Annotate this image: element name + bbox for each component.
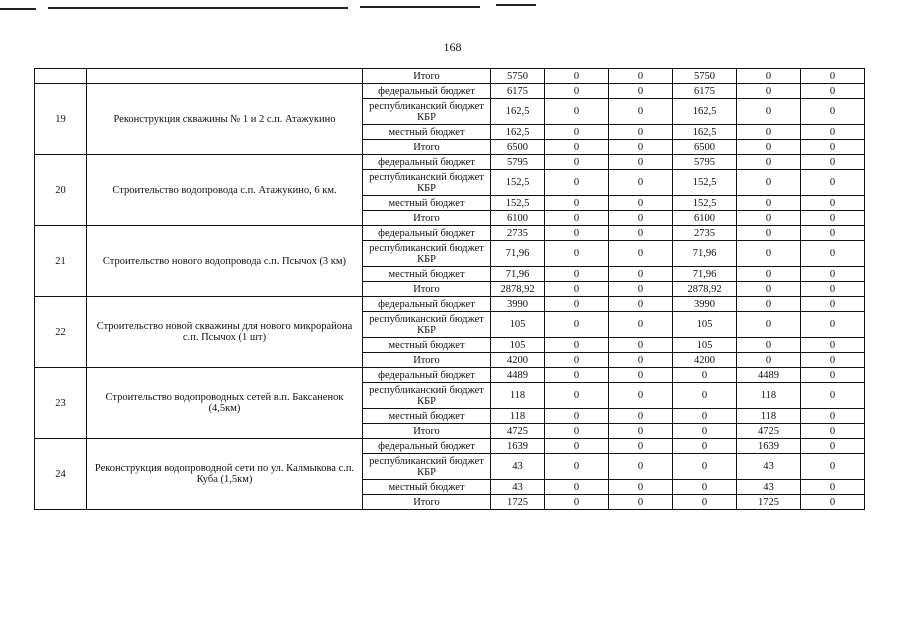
funding-source-cell: республиканский бюджет КБР xyxy=(363,454,491,480)
amount-cell: 0 xyxy=(609,125,673,140)
amount-cell: 0 xyxy=(801,140,865,155)
amount-cell: 0 xyxy=(609,353,673,368)
amount-cell: 0 xyxy=(801,170,865,196)
amount-cell: 0 xyxy=(609,454,673,480)
project-name-cell: Строительство нового водопровода с.п. Псычох (3 км) xyxy=(87,226,363,297)
amount-cell: 0 xyxy=(737,211,801,226)
funding-source-cell: федеральный бюджет xyxy=(363,155,491,170)
amount-cell: 71,96 xyxy=(673,241,737,267)
amount-cell: 0 xyxy=(609,480,673,495)
amount-cell: 0 xyxy=(545,353,609,368)
amount-cell: 0 xyxy=(545,125,609,140)
amount-cell: 71,96 xyxy=(491,267,545,282)
funding-source-cell: Итого xyxy=(363,282,491,297)
amount-cell: 0 xyxy=(801,125,865,140)
funding-source-cell: местный бюджет xyxy=(363,480,491,495)
amount-cell: 118 xyxy=(737,383,801,409)
row-number-cell: 21 xyxy=(35,226,87,297)
amount-cell: 0 xyxy=(801,439,865,454)
amount-cell: 6100 xyxy=(673,211,737,226)
funding-source-cell: местный бюджет xyxy=(363,338,491,353)
amount-cell: 0 xyxy=(545,454,609,480)
amount-cell: 3990 xyxy=(491,297,545,312)
amount-cell: 0 xyxy=(737,170,801,196)
amount-cell: 0 xyxy=(609,368,673,383)
row-number-cell: 23 xyxy=(35,368,87,439)
amount-cell: 0 xyxy=(545,241,609,267)
amount-cell: 5750 xyxy=(491,69,545,84)
amount-cell: 0 xyxy=(801,84,865,99)
amount-cell: 0 xyxy=(737,196,801,211)
funding-source-cell: местный бюджет xyxy=(363,196,491,211)
project-name-cell: Реконструкция водопроводной сети по ул. Калмыкова с.п. Куба (1,5км) xyxy=(87,439,363,510)
amount-cell: 0 xyxy=(801,196,865,211)
amount-cell: 0 xyxy=(801,69,865,84)
amount-cell: 0 xyxy=(609,140,673,155)
amount-cell: 0 xyxy=(545,409,609,424)
scan-artifact-line xyxy=(360,6,480,8)
amount-cell: 118 xyxy=(491,383,545,409)
amount-cell: 0 xyxy=(673,480,737,495)
amount-cell: 0 xyxy=(673,409,737,424)
amount-cell: 4725 xyxy=(491,424,545,439)
project-name-cell: Строительство новой скважины для нового микрорайона с.п. Псычох (1 шт) xyxy=(87,297,363,368)
amount-cell: 0 xyxy=(609,297,673,312)
amount-cell: 0 xyxy=(545,368,609,383)
amount-cell: 162,5 xyxy=(673,99,737,125)
amount-cell: 0 xyxy=(801,99,865,125)
amount-cell: 162,5 xyxy=(673,125,737,140)
amount-cell: 4200 xyxy=(491,353,545,368)
amount-cell: 2878,92 xyxy=(673,282,737,297)
funding-source-cell: Итого xyxy=(363,495,491,510)
amount-cell: 4489 xyxy=(491,368,545,383)
amount-cell: 0 xyxy=(609,383,673,409)
amount-cell: 6500 xyxy=(673,140,737,155)
amount-cell: 162,5 xyxy=(491,99,545,125)
amount-cell: 3990 xyxy=(673,297,737,312)
amount-cell: 0 xyxy=(801,155,865,170)
amount-cell: 0 xyxy=(673,424,737,439)
amount-cell: 4200 xyxy=(673,353,737,368)
scan-artifact-line xyxy=(48,7,348,9)
amount-cell: 4489 xyxy=(737,368,801,383)
funding-source-cell: федеральный бюджет xyxy=(363,84,491,99)
amount-cell: 0 xyxy=(609,439,673,454)
amount-cell: 0 xyxy=(609,424,673,439)
funding-source-cell: Итого xyxy=(363,211,491,226)
amount-cell: 152,5 xyxy=(673,170,737,196)
amount-cell: 0 xyxy=(545,480,609,495)
amount-cell: 0 xyxy=(545,383,609,409)
amount-cell: 0 xyxy=(673,495,737,510)
row-number-cell: 19 xyxy=(35,84,87,155)
amount-cell: 0 xyxy=(801,226,865,241)
project-name-cell: Реконструкция скважины № 1 и 2 с.п. Атажукино xyxy=(87,84,363,155)
amount-cell: 0 xyxy=(609,267,673,282)
funding-source-cell: Итого xyxy=(363,69,491,84)
amount-cell: 43 xyxy=(737,480,801,495)
amount-cell: 0 xyxy=(801,282,865,297)
amount-cell: 0 xyxy=(801,409,865,424)
amount-cell: 0 xyxy=(801,297,865,312)
amount-cell: 0 xyxy=(545,140,609,155)
table-row xyxy=(35,155,865,170)
amount-cell: 0 xyxy=(737,125,801,140)
amount-cell: 0 xyxy=(801,211,865,226)
amount-cell: 0 xyxy=(737,282,801,297)
amount-cell: 0 xyxy=(801,368,865,383)
funding-source-cell: Итого xyxy=(363,424,491,439)
table-row xyxy=(35,297,865,312)
project-name-cell: Строительство водопроводных сетей в.п. Баксаненок (4,5км) xyxy=(87,368,363,439)
amount-cell: 0 xyxy=(545,196,609,211)
amount-cell: 0 xyxy=(545,211,609,226)
amount-cell: 0 xyxy=(545,338,609,353)
amount-cell: 0 xyxy=(801,424,865,439)
funding-source-cell: Итого xyxy=(363,353,491,368)
funding-source-cell: федеральный бюджет xyxy=(363,297,491,312)
amount-cell: 0 xyxy=(545,267,609,282)
funding-source-cell: федеральный бюджет xyxy=(363,439,491,454)
amount-cell: 6175 xyxy=(491,84,545,99)
amount-cell: 0 xyxy=(801,480,865,495)
amount-cell: 2735 xyxy=(491,226,545,241)
table-row xyxy=(35,84,865,99)
amount-cell: 152,5 xyxy=(673,196,737,211)
funding-source-cell: местный бюджет xyxy=(363,267,491,282)
table-body xyxy=(35,69,865,510)
amount-cell: 0 xyxy=(545,226,609,241)
amount-cell: 0 xyxy=(737,226,801,241)
amount-cell: 0 xyxy=(609,241,673,267)
row-number-cell xyxy=(35,69,87,84)
project-name-cell xyxy=(87,69,363,84)
amount-cell: 0 xyxy=(737,312,801,338)
table-row xyxy=(35,368,865,383)
amount-cell: 0 xyxy=(801,495,865,510)
amount-cell: 0 xyxy=(545,170,609,196)
amount-cell: 71,96 xyxy=(491,241,545,267)
amount-cell: 0 xyxy=(801,353,865,368)
amount-cell: 118 xyxy=(491,409,545,424)
amount-cell: 105 xyxy=(491,312,545,338)
amount-cell: 0 xyxy=(545,312,609,338)
funding-source-cell: местный бюджет xyxy=(363,125,491,140)
page-number: 168 xyxy=(443,40,462,54)
table-row xyxy=(35,226,865,241)
amount-cell: 0 xyxy=(801,312,865,338)
amount-cell: 0 xyxy=(609,312,673,338)
amount-cell: 0 xyxy=(673,383,737,409)
amount-cell: 162,5 xyxy=(491,125,545,140)
amount-cell: 0 xyxy=(737,267,801,282)
amount-cell: 0 xyxy=(801,241,865,267)
funding-source-cell: федеральный бюджет xyxy=(363,368,491,383)
amount-cell: 0 xyxy=(545,84,609,99)
amount-cell: 0 xyxy=(545,282,609,297)
funding-source-cell: местный бюджет xyxy=(363,409,491,424)
amount-cell: 2878,92 xyxy=(491,282,545,297)
amount-cell: 105 xyxy=(673,338,737,353)
scan-artifact-line xyxy=(496,4,536,6)
funding-source-cell: республиканский бюджет КБР xyxy=(363,99,491,125)
row-number-cell: 20 xyxy=(35,155,87,226)
amount-cell: 0 xyxy=(737,99,801,125)
amount-cell: 0 xyxy=(545,424,609,439)
amount-cell: 0 xyxy=(545,155,609,170)
amount-cell: 0 xyxy=(609,211,673,226)
amount-cell: 2735 xyxy=(673,226,737,241)
project-name-cell: Строительство водопровода с.п. Атажукино, 6 км. xyxy=(87,155,363,226)
amount-cell: 1639 xyxy=(737,439,801,454)
amount-cell: 0 xyxy=(737,69,801,84)
amount-cell: 0 xyxy=(801,267,865,282)
funding-source-cell: республиканский бюджет КБР xyxy=(363,312,491,338)
amount-cell: 6100 xyxy=(491,211,545,226)
amount-cell: 4725 xyxy=(737,424,801,439)
amount-cell: 0 xyxy=(609,170,673,196)
amount-cell: 1725 xyxy=(491,495,545,510)
amount-cell: 0 xyxy=(673,439,737,454)
amount-cell: 43 xyxy=(491,480,545,495)
amount-cell: 105 xyxy=(491,338,545,353)
amount-cell: 1639 xyxy=(491,439,545,454)
amount-cell: 0 xyxy=(545,297,609,312)
amount-cell: 0 xyxy=(609,409,673,424)
amount-cell: 152,5 xyxy=(491,196,545,211)
amount-cell: 0 xyxy=(801,454,865,480)
amount-cell: 0 xyxy=(609,196,673,211)
amount-cell: 0 xyxy=(609,69,673,84)
amount-cell: 43 xyxy=(491,454,545,480)
amount-cell: 0 xyxy=(609,282,673,297)
funding-source-cell: Итого xyxy=(363,140,491,155)
amount-cell: 0 xyxy=(609,495,673,510)
amount-cell: 5795 xyxy=(673,155,737,170)
scan-artifact-line xyxy=(0,8,36,10)
amount-cell: 0 xyxy=(609,226,673,241)
amount-cell: 0 xyxy=(737,84,801,99)
amount-cell: 0 xyxy=(737,297,801,312)
amount-cell: 1725 xyxy=(737,495,801,510)
amount-cell: 0 xyxy=(737,353,801,368)
amount-cell: 0 xyxy=(545,99,609,125)
table-row xyxy=(35,439,865,454)
amount-cell: 5795 xyxy=(491,155,545,170)
amount-cell: 6500 xyxy=(491,140,545,155)
amount-cell: 152,5 xyxy=(491,170,545,196)
funding-source-cell: федеральный бюджет xyxy=(363,226,491,241)
amount-cell: 0 xyxy=(609,84,673,99)
amount-cell: 0 xyxy=(737,338,801,353)
amount-cell: 0 xyxy=(673,454,737,480)
amount-cell: 5750 xyxy=(673,69,737,84)
amount-cell: 6175 xyxy=(673,84,737,99)
amount-cell: 0 xyxy=(801,338,865,353)
table-row xyxy=(35,69,865,84)
funding-source-cell: республиканский бюджет КБР xyxy=(363,241,491,267)
row-number-cell: 22 xyxy=(35,297,87,368)
amount-cell: 0 xyxy=(545,495,609,510)
amount-cell: 105 xyxy=(673,312,737,338)
amount-cell: 43 xyxy=(737,454,801,480)
amount-cell: 0 xyxy=(737,140,801,155)
amount-cell: 0 xyxy=(737,241,801,267)
amount-cell: 0 xyxy=(801,383,865,409)
funding-source-cell: республиканский бюджет КБР xyxy=(363,170,491,196)
amount-cell: 0 xyxy=(609,155,673,170)
funding-source-cell: республиканский бюджет КБР xyxy=(363,383,491,409)
amount-cell: 0 xyxy=(545,69,609,84)
budget-table xyxy=(34,68,865,510)
amount-cell: 0 xyxy=(609,338,673,353)
amount-cell: 71,96 xyxy=(673,267,737,282)
amount-cell: 0 xyxy=(545,439,609,454)
amount-cell: 0 xyxy=(673,368,737,383)
amount-cell: 0 xyxy=(737,155,801,170)
amount-cell: 0 xyxy=(609,99,673,125)
row-number-cell: 24 xyxy=(35,439,87,510)
amount-cell: 118 xyxy=(737,409,801,424)
